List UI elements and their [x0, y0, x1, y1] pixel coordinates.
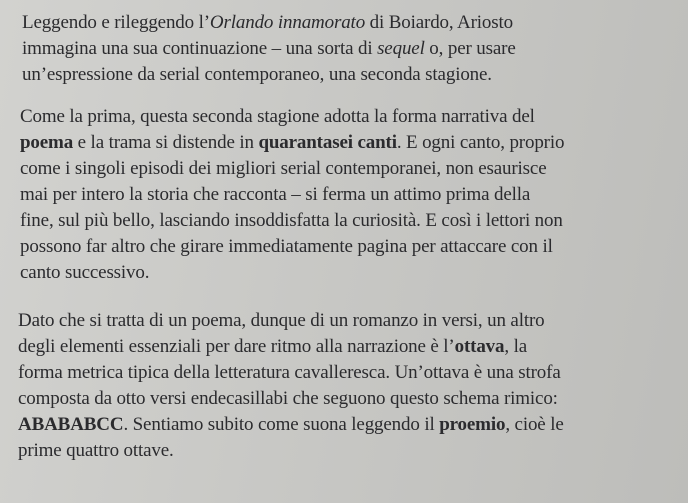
text-run: , la	[504, 336, 527, 357]
text-run: . E ogni canto, proprio	[396, 132, 565, 153]
text-run: composta da otto versi endecasillabi che seguono questo schema rimico:	[18, 388, 558, 409]
text-line	[22, 36, 654, 62]
text-line	[20, 156, 654, 182]
text-run: , cioè le	[505, 414, 564, 435]
paragraph-ottava	[18, 308, 654, 464]
text-line	[18, 334, 654, 360]
text-run: prime quattro ottave.	[18, 440, 174, 461]
text-run: canto successivo.	[20, 262, 150, 283]
text-run: come i singoli episodi dei migliori serial contemporanei, non esaurisce	[20, 158, 547, 179]
text-run: . Sentiamo subito come suona leggendo il	[123, 414, 440, 435]
bold-term: ottava	[454, 336, 505, 357]
text-run: mai per intero la storia che racconta – si ferma un attimo prima della	[20, 184, 531, 205]
text-run: fine, sul più bello, lasciando insoddisfatta la curiosità. E così i lettori non	[20, 210, 563, 231]
text-line	[18, 308, 654, 334]
italic-term: sequel	[377, 38, 425, 59]
text-run: forma metrica tipica della letteratura cavalleresca. Un’ottava è una strofa	[18, 362, 561, 383]
text-run: possono far altro che girare immediatamente pagina per attaccare con il	[20, 236, 553, 257]
text-line	[22, 62, 654, 88]
text-line	[18, 412, 654, 438]
text-line	[20, 208, 654, 234]
text-run: un’espressione da serial contemporaneo, una seconda stagione.	[22, 64, 492, 85]
text-run: immagina una sua continuazione – una sorta di	[22, 38, 378, 59]
italic-term: Orlando innamorato	[209, 12, 366, 33]
text-run: Dato che si tratta di un poema, dunque di un romanzo in versi, un altro	[18, 310, 545, 331]
bold-term: poema	[20, 132, 74, 153]
text-line	[18, 438, 654, 464]
text-line	[20, 234, 654, 260]
bold-term: ABABABCC	[18, 414, 124, 435]
paragraph-poema	[20, 104, 654, 286]
text-run: di Boiardo, Ariosto	[365, 12, 513, 33]
text-run: Come la prima, questa seconda stagione adotta la forma narrativa del	[20, 106, 535, 127]
text-line	[20, 104, 654, 130]
text-line	[20, 260, 654, 286]
text-line	[20, 130, 654, 156]
paragraph-intro	[22, 10, 654, 88]
text-line	[18, 386, 654, 412]
text-line	[22, 10, 654, 36]
bold-term: proemio	[439, 414, 506, 435]
text-run: e la trama si distende in	[73, 132, 259, 153]
bold-term: quarantasei canti	[258, 132, 397, 153]
text-line	[18, 360, 654, 386]
text-run: Leggendo e rileggendo l’	[22, 12, 210, 33]
text-line	[20, 182, 654, 208]
text-run: degli elementi essenziali per dare ritmo alla narrazione è l’	[18, 336, 455, 357]
text-run: o, per usare	[424, 38, 516, 59]
